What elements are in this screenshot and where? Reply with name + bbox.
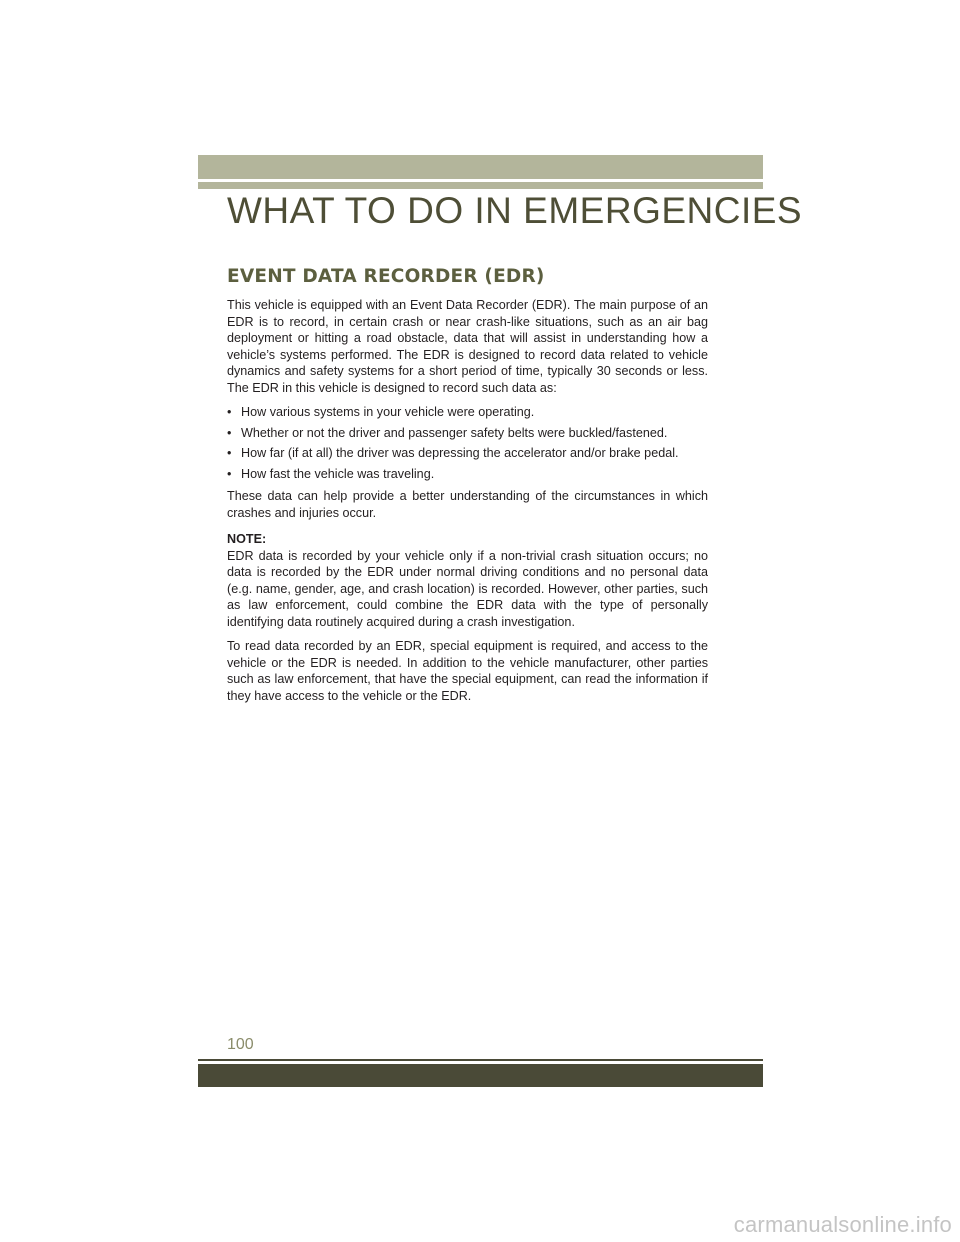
summary-paragraph: These data can help provide a better understanding of the circumstances in which crashes and injuries occur.: [227, 489, 708, 520]
section-title: WHAT TO DO IN EMERGENCIES: [227, 190, 803, 231]
bullet-icon: •: [227, 466, 232, 481]
bullet-icon: •: [227, 405, 232, 419]
page-number: 100: [227, 1036, 254, 1053]
bullet-icon: •: [227, 425, 232, 440]
list-item: [227, 425, 708, 442]
bullet-icon: •: [227, 446, 232, 460]
list-item: [227, 466, 708, 483]
closing-paragraph: To read data recorded by an EDR, special equipment is required, and access to the vehicle or the EDR is needed. In addition to the vehicle manufacturer, other parties such as law enforcement, that have the special equipment, can read the information if they have access to the vehicle or the EDR.: [227, 639, 708, 703]
intro-paragraph: This vehicle is equipped with an Event Data Recorder (EDR). The main purpose of an EDR is to record, in certain crash or near crash-like situations, such as an air bag deployment or hitting a road obstacle, data that will assist in understanding how a vehicle’s systems performed. The EDR is designed to record data related to vehicle dynamics and safety systems for a short period of time, typically 30 seconds or less. The EDR in this vehicle is designed to record such data as:: [227, 298, 708, 395]
list-item-text: How far (if at all) the driver was depressing the accelerator and/or brake pedal.: [241, 446, 679, 460]
article-heading: EVENT DATA RECORDER (EDR): [227, 266, 545, 287]
watermark: carmanualsonline.info: [733, 1212, 952, 1237]
bullet-list: [227, 404, 708, 482]
note-paragraph: EDR data is recorded by your vehicle only if a non-trivial crash situation occurs; no data is recorded by the EDR under normal driving conditions and no personal data (e.g. name, gender, age, and crash location) is recorded. However, other parties, such as law enforcement, could combine the EDR data with the type of personally identifying data routinely acquired during a crash investigation.: [227, 548, 708, 629]
list-item-text: How fast the vehicle was traveling.: [241, 466, 435, 481]
footer-rule: [198, 1059, 763, 1061]
header-rule: [198, 182, 763, 189]
list-item: [227, 404, 708, 421]
list-item: [227, 445, 708, 462]
article: [227, 266, 708, 712]
list-item-text: How various systems in your vehicle were operating.: [241, 405, 535, 419]
note-label: NOTE:: [227, 532, 267, 546]
footer-band: [198, 1064, 763, 1087]
list-item-text: Whether or not the driver and passenger safety belts were buckled/fastened.: [241, 425, 668, 440]
header-band: [198, 155, 763, 179]
